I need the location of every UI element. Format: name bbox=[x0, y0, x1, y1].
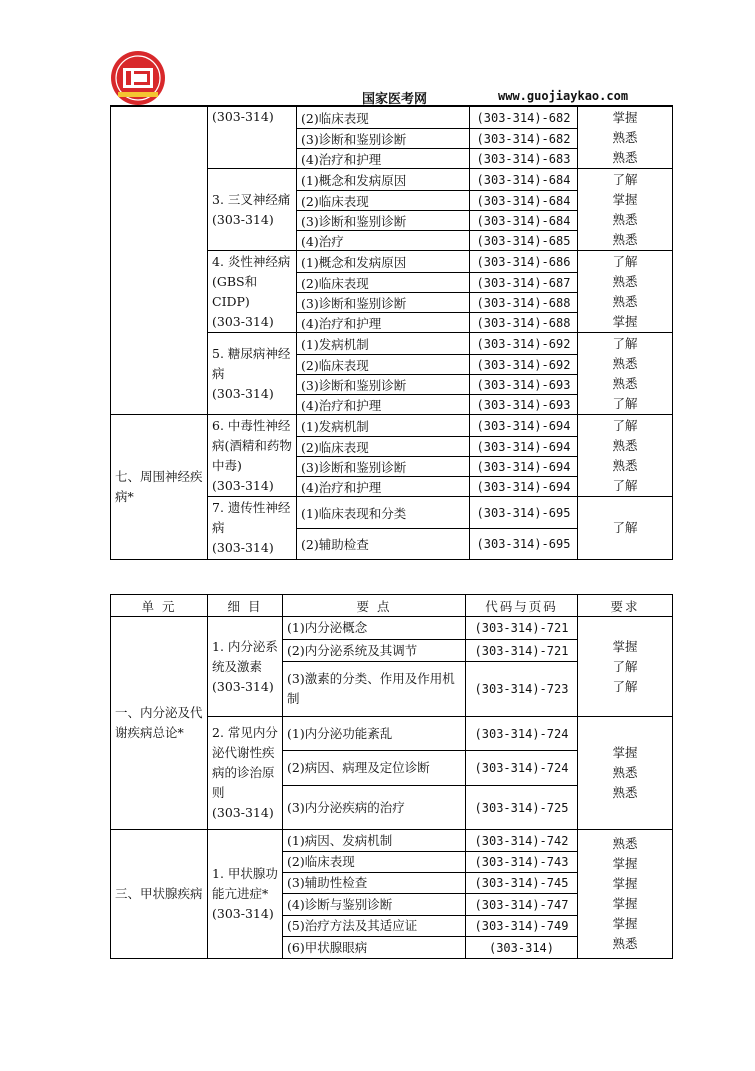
code-cell: (303-314)-687 bbox=[470, 273, 578, 293]
site-name: 国家医考网 bbox=[362, 92, 428, 107]
code-cell: (303-314)-695 bbox=[470, 529, 578, 560]
point-cell: (3)诊断和鉴别诊断 bbox=[297, 211, 470, 231]
requirement-level: 掌握 bbox=[612, 191, 638, 207]
requirement-level: 熟悉 bbox=[612, 273, 638, 289]
code-cell: (303-314)-694 bbox=[470, 477, 578, 497]
requirement-cell bbox=[578, 251, 673, 333]
point-cell: (2)临床表现 bbox=[297, 273, 470, 293]
code-cell: (303-314)-692 bbox=[470, 355, 578, 375]
point-cell: (4)治疗和护理 bbox=[297, 477, 470, 497]
requirement-level: 了解 bbox=[612, 520, 638, 535]
requirement-level: 熟悉 bbox=[612, 437, 638, 453]
code-cell: (303-314)-684 bbox=[470, 191, 578, 211]
code-cell: (303-314)-694 bbox=[470, 415, 578, 437]
subject-text: (303-314) bbox=[212, 109, 274, 124]
subject-text: 4. 炎性神经病(GBS和CIDP) (303-314) bbox=[212, 253, 291, 329]
requirement-level: 掌握 bbox=[612, 109, 638, 125]
requirement-level: 熟悉 bbox=[612, 765, 638, 780]
code-cell: (303-314)-693 bbox=[470, 375, 578, 395]
header-subject: 细 目 bbox=[208, 595, 283, 617]
subject-text: 3. 三叉神经痛 (303-314) bbox=[212, 191, 291, 227]
point-cell: (1)内分泌概念 bbox=[283, 617, 466, 640]
code-cell: (303-314)-684 bbox=[470, 169, 578, 191]
point-cell: (3)内分泌疾病的治疗 bbox=[283, 786, 466, 830]
requirement-level: 掌握 bbox=[612, 638, 638, 654]
unit-cell: 三、甲状腺疾病 bbox=[111, 830, 208, 959]
code-cell: (303-314)-692 bbox=[470, 333, 578, 355]
requirement-level: 熟悉 bbox=[612, 211, 638, 227]
point-cell: (1)概念和发病原因 bbox=[297, 169, 470, 191]
code-cell: (303-314)-682 bbox=[470, 129, 578, 149]
point-cell: (1)发病机制 bbox=[297, 415, 470, 437]
code-cell: (303-314)-694 bbox=[470, 457, 578, 477]
point-cell: (2)临床表现 bbox=[297, 191, 470, 211]
point-cell: (1)发病机制 bbox=[297, 333, 470, 355]
requirement-level: 掌握 bbox=[612, 876, 638, 891]
requirement-level: 熟悉 bbox=[612, 836, 638, 851]
requirement-cell bbox=[578, 497, 673, 560]
requirement-level: 熟悉 bbox=[612, 293, 638, 309]
requirement-level: 了解 bbox=[612, 658, 638, 674]
requirement-cell bbox=[578, 717, 673, 830]
subject-cell bbox=[208, 830, 283, 959]
requirement-level: 掌握 bbox=[612, 745, 638, 760]
code-cell: (303-314)-685 bbox=[470, 231, 578, 251]
requirement-cell bbox=[578, 830, 673, 959]
unit-cell: 一、内分泌及代谢疾病总论* bbox=[111, 617, 208, 830]
point-cell: (2)辅助检查 bbox=[297, 529, 470, 560]
code-cell: (303-314)-694 bbox=[470, 437, 578, 457]
code-cell: (303-314)-747 bbox=[466, 894, 578, 916]
code-cell: (303-314)-682 bbox=[470, 107, 578, 129]
requirement-level: 了解 bbox=[612, 171, 638, 187]
syllabus-table-neuro bbox=[110, 106, 673, 560]
header-point: 要 点 bbox=[283, 595, 466, 617]
unit-cell-blank bbox=[111, 107, 208, 415]
subject-text: 7. 遗传性神经病 (303-314) bbox=[212, 500, 291, 555]
point-cell: (2)临床表现 bbox=[297, 107, 470, 129]
subject-cell bbox=[208, 497, 297, 560]
subject-cell bbox=[208, 617, 283, 717]
subject-text: 6. 中毒性神经病(酒精和药物中毒) (303-314) bbox=[212, 417, 292, 493]
requirement-cell bbox=[578, 169, 673, 251]
subject-text: 1. 甲状腺功能亢进症* (303-314) bbox=[212, 866, 278, 921]
point-cell: (1)概念和发病原因 bbox=[297, 251, 470, 273]
code-cell: (303-314)-724 bbox=[466, 717, 578, 751]
point-cell: (1)内分泌功能紊乱 bbox=[283, 717, 466, 751]
point-cell: (1)临床表现和分类 bbox=[297, 497, 470, 529]
code-cell: (303-314)-695 bbox=[470, 497, 578, 529]
requirement-level: 掌握 bbox=[612, 916, 638, 931]
code-cell: (303-314)-723 bbox=[466, 662, 578, 717]
point-cell: (5)治疗方法及其适应证 bbox=[283, 916, 466, 937]
requirement-level: 了解 bbox=[612, 678, 638, 694]
code-cell: (303-314)-742 bbox=[466, 830, 578, 852]
point-cell: (2)病因、病理及定位诊断 bbox=[283, 751, 466, 786]
code-cell: (303-314)-743 bbox=[466, 852, 578, 873]
code-cell: (303-314)-724 bbox=[466, 751, 578, 786]
point-cell: (4)治疗和护理 bbox=[297, 313, 470, 333]
code-cell: (303-314)-725 bbox=[466, 786, 578, 830]
header-unit: 单 元 bbox=[111, 595, 208, 617]
code-cell: (303-314)-684 bbox=[470, 211, 578, 231]
code-cell: (303-314)-693 bbox=[470, 395, 578, 415]
point-cell: (1)病因、发病机制 bbox=[283, 830, 466, 852]
requirement-level: 掌握 bbox=[612, 313, 638, 329]
header-requirement: 要求 bbox=[578, 595, 673, 617]
subject-text: 1. 内分泌系统及激素 (303-314) bbox=[212, 638, 278, 694]
requirement-level: 了解 bbox=[612, 417, 638, 433]
subject-cell bbox=[208, 107, 297, 169]
point-cell: (3)诊断和鉴别诊断 bbox=[297, 129, 470, 149]
code-cell: (303-314) bbox=[466, 937, 578, 959]
unit-cell: 七、周围神经疾病* bbox=[111, 415, 208, 560]
requirement-level: 熟悉 bbox=[612, 785, 638, 800]
point-cell: (2)临床表现 bbox=[283, 852, 466, 873]
requirement-level: 熟悉 bbox=[612, 149, 638, 165]
point-cell: (3)诊断和鉴别诊断 bbox=[297, 375, 470, 395]
point-cell: (3)激素的分类、作用及作用机制 bbox=[283, 662, 466, 717]
point-cell: (2)临床表现 bbox=[297, 355, 470, 375]
code-cell: (303-314)-749 bbox=[466, 916, 578, 937]
table-header-row bbox=[111, 595, 673, 617]
point-cell: (2)临床表现 bbox=[297, 437, 470, 457]
requirement-level: 了解 bbox=[612, 335, 638, 351]
requirement-cell bbox=[578, 415, 673, 497]
requirement-level: 熟悉 bbox=[612, 129, 638, 145]
syllabus-table-endocrine bbox=[110, 594, 673, 959]
point-cell: (3)辅助性检查 bbox=[283, 873, 466, 894]
code-cell: (303-314)-683 bbox=[470, 149, 578, 169]
requirement-level: 掌握 bbox=[612, 856, 638, 871]
subject-text: 5. 糖尿病神经病 (303-314) bbox=[212, 345, 291, 401]
subject-cell bbox=[208, 169, 297, 251]
requirement-level: 掌握 bbox=[612, 896, 638, 911]
point-cell: (4)治疗和护理 bbox=[297, 395, 470, 415]
requirement-level: 熟悉 bbox=[612, 355, 638, 371]
requirement-level: 熟悉 bbox=[612, 457, 638, 473]
point-cell: (2)内分泌系统及其调节 bbox=[283, 640, 466, 662]
requirement-level: 熟悉 bbox=[612, 936, 638, 951]
point-cell: (3)诊断和鉴别诊断 bbox=[297, 457, 470, 477]
point-cell: (6)甲状腺眼病 bbox=[283, 937, 466, 959]
header-code: 代码与页码 bbox=[466, 595, 578, 617]
requirement-cell bbox=[578, 333, 673, 415]
code-cell: (303-314)-686 bbox=[470, 251, 578, 273]
requirement-level: 熟悉 bbox=[612, 231, 638, 247]
code-cell: (303-314)-688 bbox=[470, 293, 578, 313]
code-cell: (303-314)-745 bbox=[466, 873, 578, 894]
point-cell: (3)诊断和鉴别诊断 bbox=[297, 293, 470, 313]
requirement-level: 了解 bbox=[612, 253, 638, 269]
requirement-cell bbox=[578, 617, 673, 717]
table-row bbox=[111, 617, 673, 640]
point-cell: (4)治疗和护理 bbox=[297, 149, 470, 169]
subject-cell bbox=[208, 717, 283, 830]
point-cell: (4)诊断与鉴别诊断 bbox=[283, 894, 466, 916]
requirement-level: 了解 bbox=[612, 395, 638, 411]
table-row bbox=[111, 830, 673, 852]
requirement-level: 熟悉 bbox=[612, 375, 638, 391]
subject-cell bbox=[208, 333, 297, 415]
site-logo bbox=[110, 50, 166, 106]
table-row bbox=[111, 415, 673, 437]
table-row bbox=[111, 107, 673, 129]
code-cell: (303-314)-721 bbox=[466, 640, 578, 662]
requirement-level: 了解 bbox=[612, 477, 638, 493]
code-cell: (303-314)-688 bbox=[470, 313, 578, 333]
requirement-cell bbox=[578, 107, 673, 169]
subject-cell bbox=[208, 251, 297, 333]
subject-text: 2. 常见内分泌代谢性疾病的诊治原则 (303-314) bbox=[212, 725, 278, 820]
point-cell: (4)治疗 bbox=[297, 231, 470, 251]
code-cell: (303-314)-721 bbox=[466, 617, 578, 640]
site-url[interactable]: www.guojiaykao.com bbox=[498, 89, 629, 103]
subject-cell bbox=[208, 415, 297, 497]
